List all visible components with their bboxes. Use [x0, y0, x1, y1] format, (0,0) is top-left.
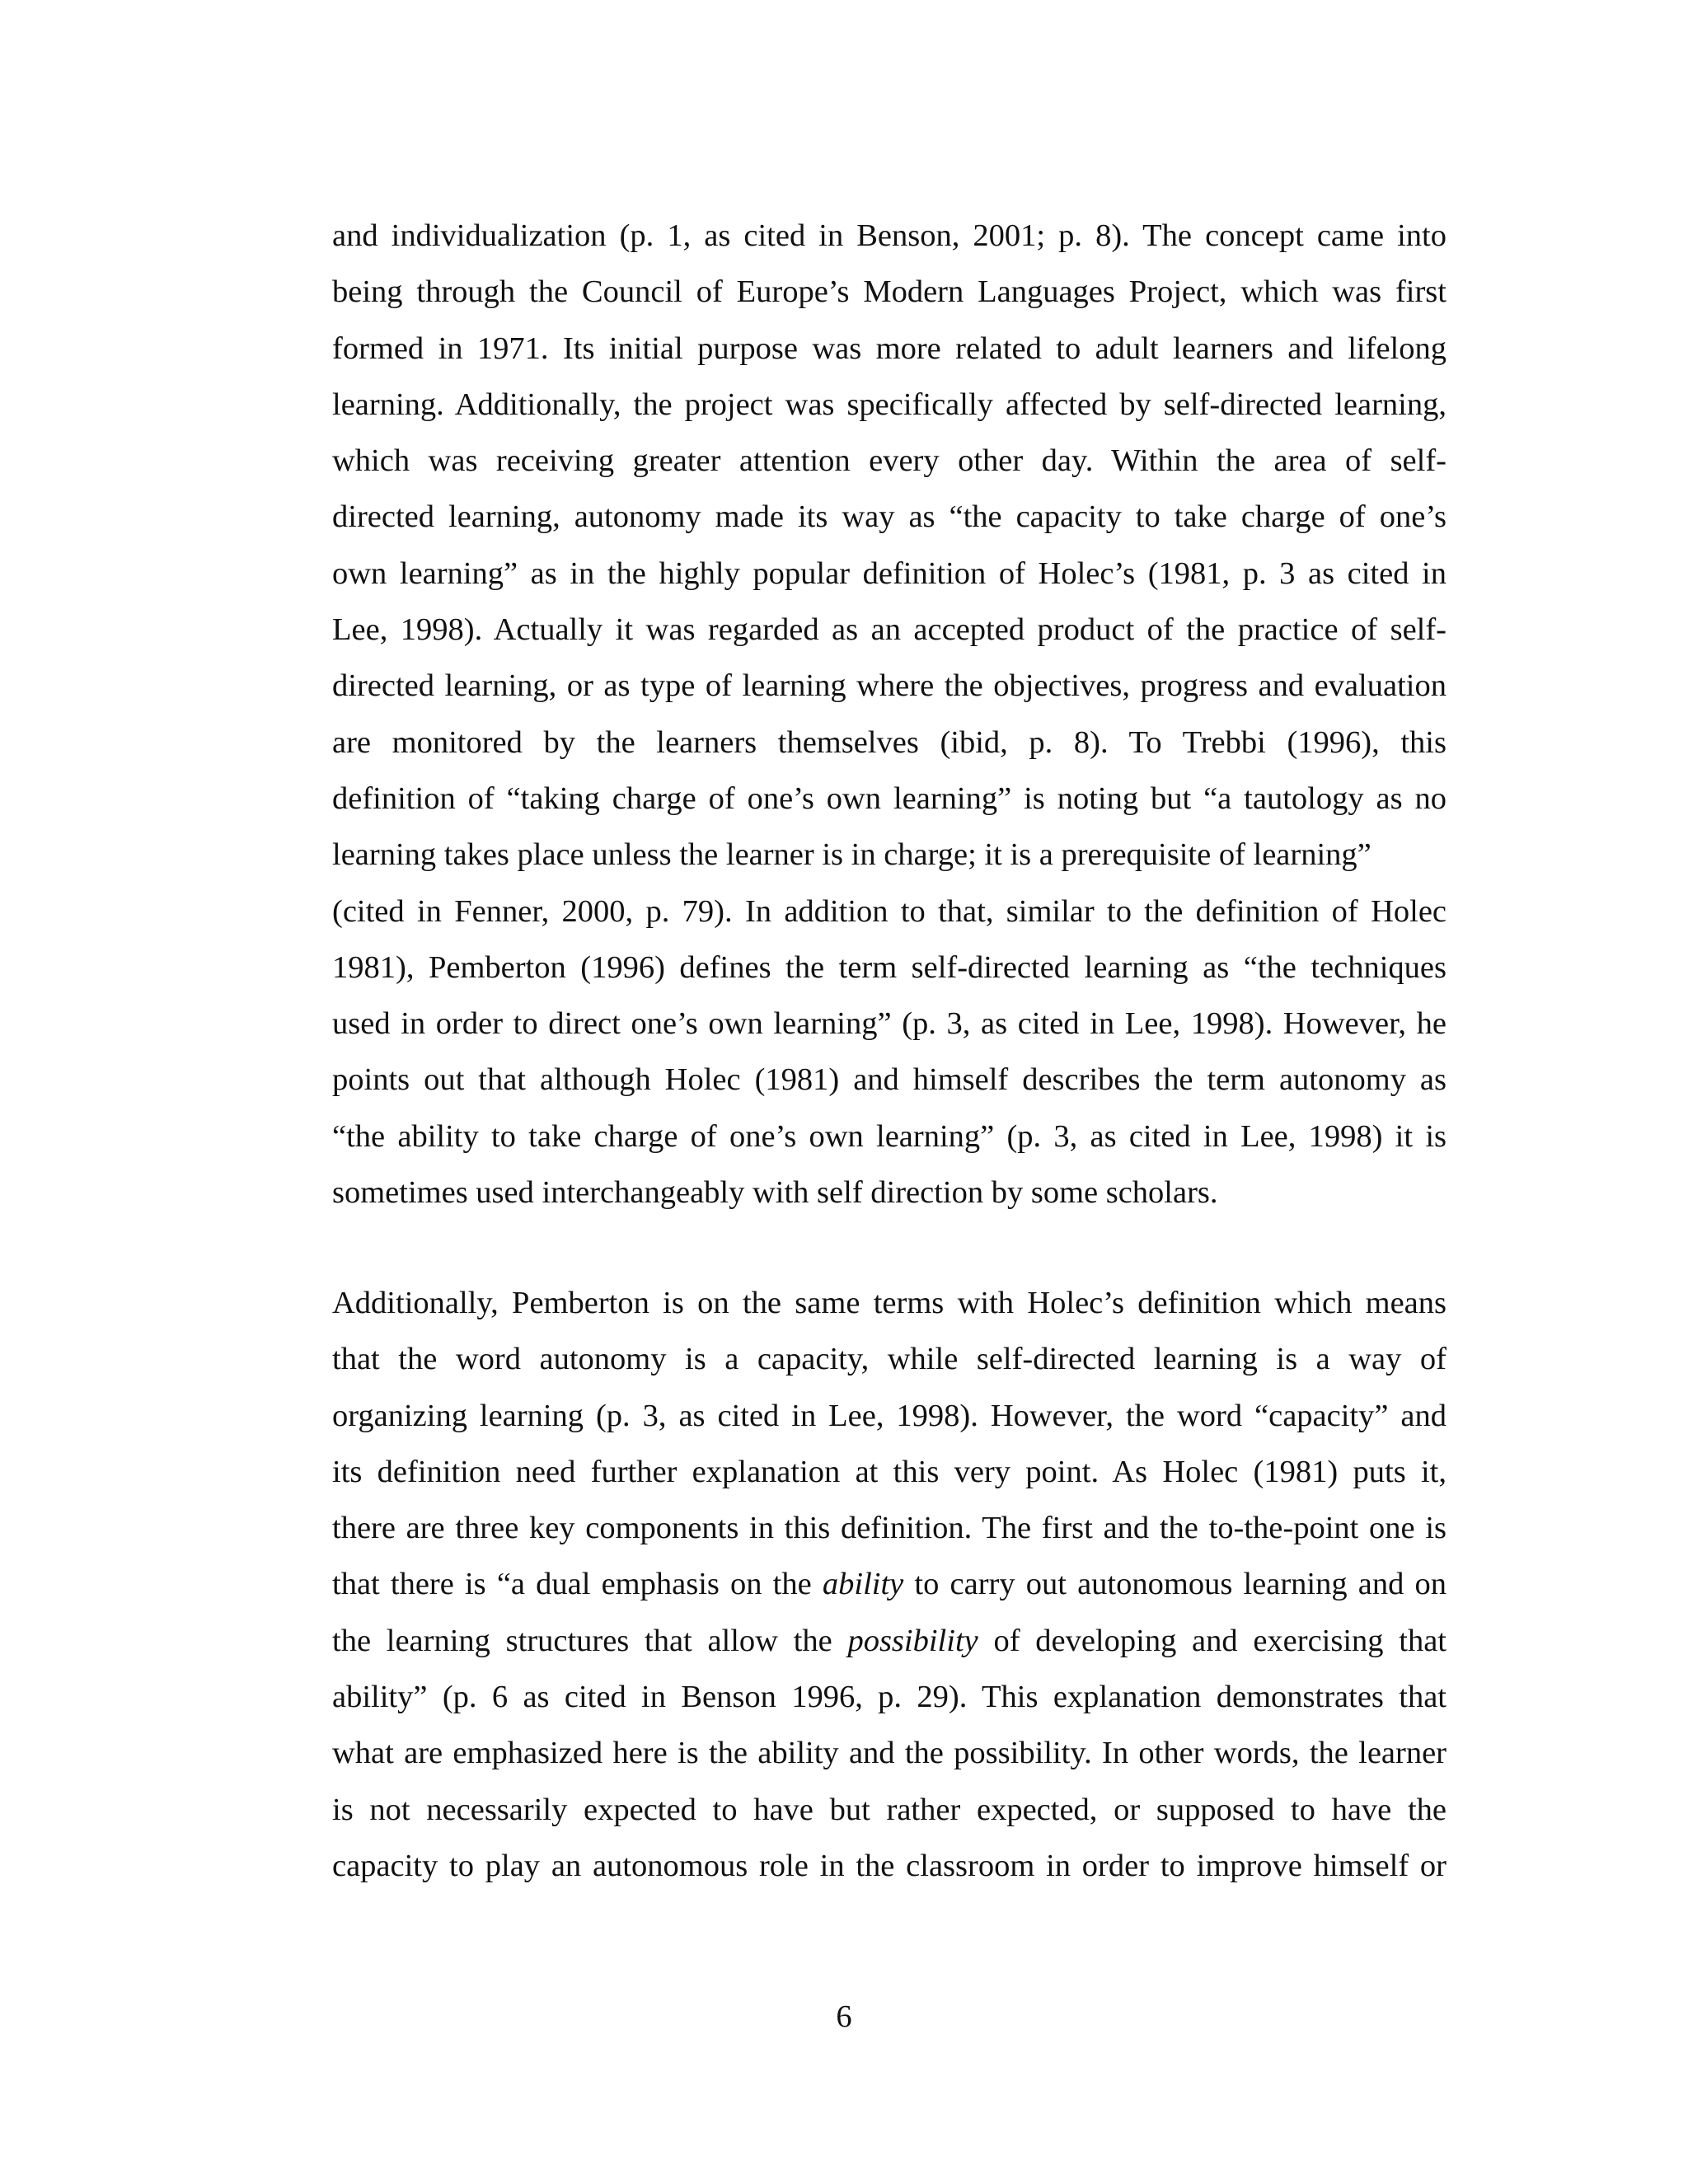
text-line	[332, 1613, 1447, 1669]
paragraph-2	[332, 1275, 1447, 1894]
italic-term-possibility: possibility	[847, 1623, 978, 1658]
text-line: (cited in Fenner, 2000, p. 79). In addition to that, similar to the definition of Holec	[332, 893, 1447, 929]
text-line: “the ability to take charge of one’s own learning” (p. 3, as cited in Lee, 1998) it is	[332, 1118, 1447, 1154]
page-number: 6	[836, 1999, 852, 2034]
text-line: that the word autonomy is a capacity, while self-directed learning is a way of	[332, 1342, 1447, 1377]
text-line: ability” (p. 6 as cited in Benson 1996, p. 29). This explanation demonstrates that	[332, 1680, 1447, 1715]
text-line: directed learning, or as type of learning where the objectives, progress and evaluation	[332, 668, 1447, 704]
text-line: which was receiving greater attention every other day. Within the area of self-	[332, 443, 1447, 479]
text-line: 1981), Pemberton (1996) defines the term self-directed learning as “the techniques	[332, 949, 1447, 985]
text-line: learning takes place unless the learner is in charge; it is a prerequisite of learning”	[332, 837, 1372, 873]
text-line: are monitored by the learners themselves (ibid, p. 8). To Trebbi (1996), this	[332, 724, 1447, 760]
text-run: the learning structures that allow the	[332, 1623, 848, 1658]
text-line: there are three key components in this definition. The first and the to-the-point one is	[332, 1511, 1447, 1546]
text-line: learning. Additionally, the project was specifically affected by self-directed learning,	[332, 387, 1447, 422]
text-line: sometimes used interchangeably with self direction by some scholars.	[332, 1175, 1218, 1211]
text-line: own learning” as in the highly popular definition of Holec’s (1981, p. 3 as cited in	[332, 555, 1447, 591]
text-line: points out that although Holec (1981) and himself describes the term autonomy as	[332, 1062, 1447, 1098]
text-line: Additionally, Pemberton is on the same terms with Holec’s definition which means	[332, 1286, 1447, 1320]
text-line: used in order to direct one’s own learning” (p. 3, as cited in Lee, 1998). However, he	[332, 1006, 1447, 1042]
text-line: definition of “taking charge of one’s own learning” is noting but “a tautology as no	[332, 780, 1447, 816]
text-line	[332, 1556, 1447, 1612]
text-run: that there is “a dual emphasis on the	[332, 1567, 823, 1602]
text-line: organizing learning (p. 3, as cited in Lee, 1998). However, the word “capacity” and	[332, 1398, 1447, 1433]
text-line: its definition need further explanation at this very point. As Holec (1981) puts it,	[332, 1454, 1447, 1489]
text-line: being through the Council of Europe’s Modern Languages Project, which was first	[332, 274, 1447, 310]
text-line: directed learning, autonomy made its way as “the capacity to take charge of one’s	[332, 499, 1447, 535]
text-line: capacity to play an autonomous role in the classroom in order to improve himself or	[332, 1848, 1447, 1883]
text-line: is not necessarily expected to have but rather expected, or supposed to have the	[332, 1792, 1447, 1827]
text-run: of developing and exercising that	[978, 1623, 1447, 1658]
text-run: to carry out autonomous learning and on	[903, 1567, 1447, 1602]
italic-term-ability: ability	[822, 1567, 904, 1602]
text-line: formed in 1971. Its initial purpose was more related to adult learners and lifelong	[332, 330, 1447, 366]
text-line: and individualization (p. 1, as cited in Benson, 2001; p. 8). The concept came into	[332, 218, 1447, 253]
text-line: what are emphasized here is the ability and the possibility. In other words, the learner	[332, 1736, 1447, 1771]
paragraph-1	[332, 208, 1447, 1221]
text-line: Lee, 1998). Actually it was regarded as an accepted product of the practice of self-	[332, 612, 1447, 648]
